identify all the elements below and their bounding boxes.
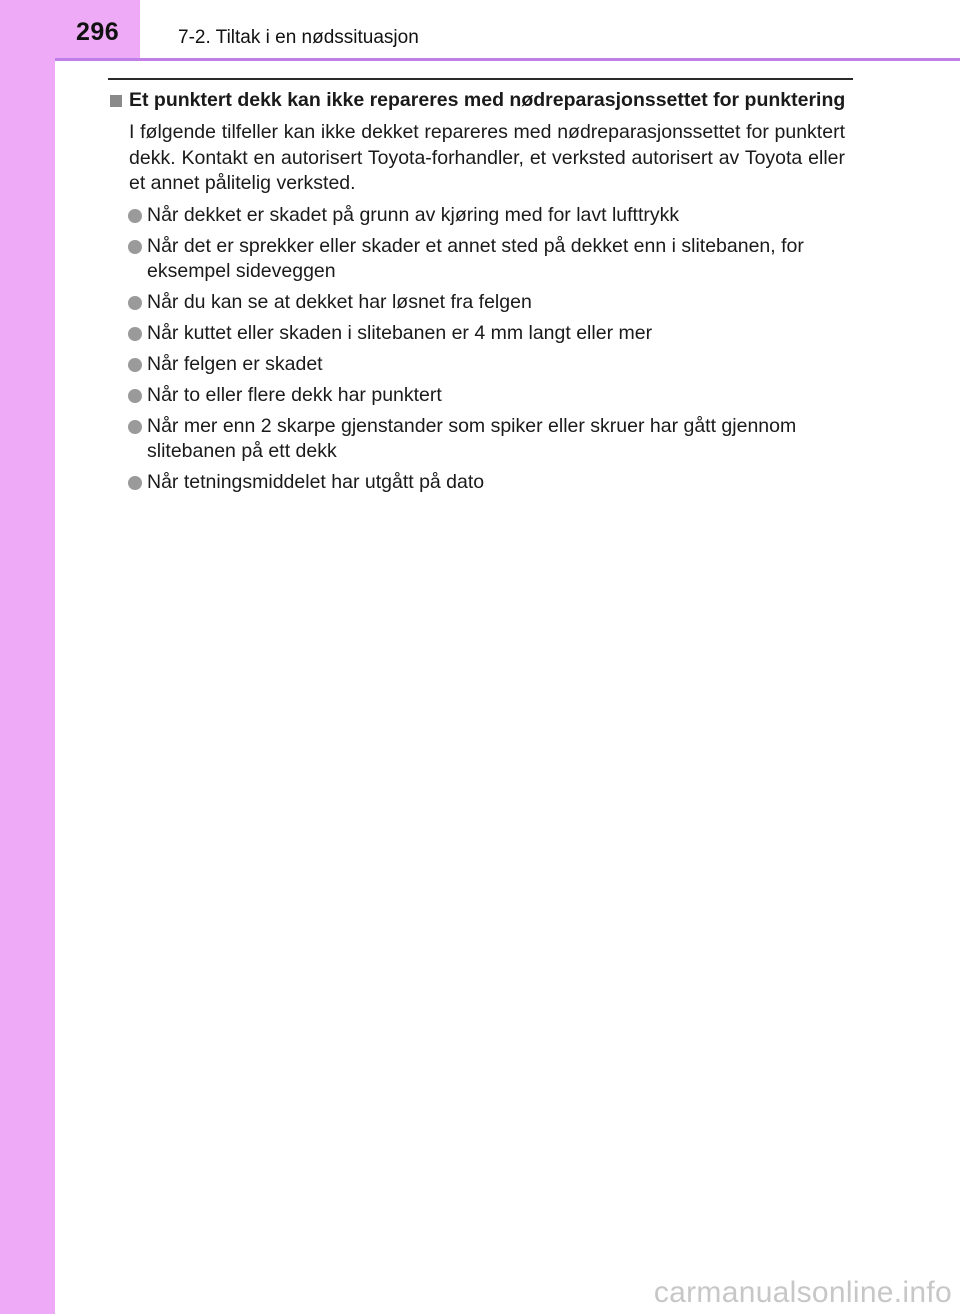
circle-bullet-icon (128, 476, 142, 490)
circle-bullet-icon (128, 296, 142, 310)
list-item (108, 203, 853, 228)
circle-bullet-icon (128, 209, 142, 223)
list-item (108, 470, 853, 495)
circle-bullet-icon (128, 240, 142, 254)
list-item (108, 414, 853, 464)
section-heading (108, 88, 853, 113)
intro-paragraph: I følgende tilfeller kan ikke dekket repareres med nødreparasjonssettet for punktert dekk. Kontakt en autorisert Toyota-forhandler, et verksted autorisert av Toyota eller et annet pålitelig verksted. (129, 121, 845, 194)
list-item-text: Når mer enn 2 skarpe gjenstander som spiker eller skruer har gått gjennom slitebanen på ett dekk (147, 414, 797, 462)
list-item (108, 234, 853, 284)
page-number: 296 (76, 18, 120, 46)
circle-bullet-icon (128, 389, 142, 403)
list-item-text: Når tetningsmiddelet har utgått på dato (147, 470, 485, 493)
main-content (108, 88, 853, 495)
list-item (108, 352, 853, 377)
circle-bullet-icon (128, 420, 142, 434)
section-title: 7-2. Tiltak i en nødssituasjon (178, 27, 419, 48)
watermark: carmanualsonline.info (653, 1276, 952, 1309)
list-item-text: Når to eller flere dekk har punktert (147, 383, 442, 406)
list-item (108, 290, 853, 315)
list-item-text: Når dekket er skadet på grunn av kjøring med for lavt lufttrykk (147, 203, 680, 226)
list-item-text: Når kuttet eller skaden i slitebanen er 4 mm langt eller mer (147, 321, 653, 344)
content-divider (108, 78, 853, 80)
list-item (108, 321, 853, 346)
circle-bullet-icon (128, 358, 142, 372)
condition-list (108, 203, 853, 495)
header-rule (55, 58, 960, 61)
list-item-text: Når det er sprekker eller skader et annet sted på dekket enn i slitebanen, for eksempel sideveggen (147, 234, 804, 282)
list-item (108, 383, 853, 408)
circle-bullet-icon (128, 327, 142, 341)
left-margin-band (0, 0, 55, 1314)
list-item-text: Når felgen er skadet (147, 352, 323, 375)
list-item-text: Når du kan se at dekket har løsnet fra felgen (147, 290, 532, 313)
section-heading-text: Et punktert dekk kan ikke repareres med nødreparasjonssettet for punktering (129, 89, 846, 111)
square-bullet-icon (110, 95, 122, 107)
